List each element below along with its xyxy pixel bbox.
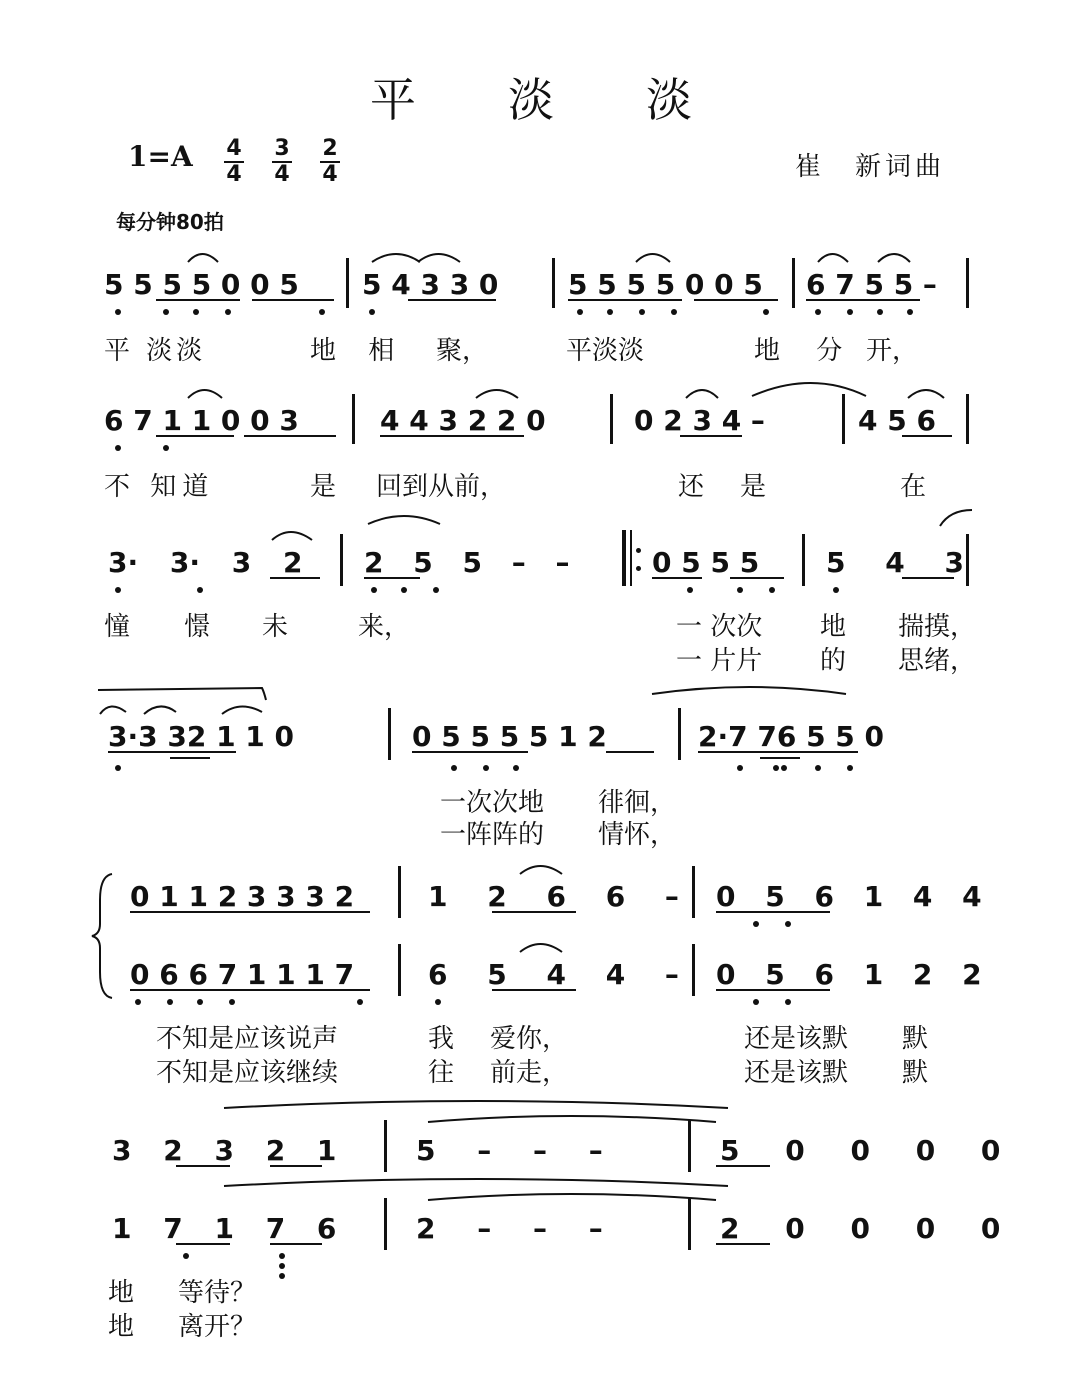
measure: 5 5 5 5 0 0 5 <box>568 268 763 301</box>
measure: 5 4 3 3 0 <box>362 268 499 301</box>
slur <box>908 390 944 398</box>
measure-lower: 0 5 6 1 2 2 <box>716 958 982 991</box>
slur <box>144 706 176 714</box>
lyric: 憧 <box>104 612 131 642</box>
slur <box>476 390 518 398</box>
tempo-marking: 每分钟80拍 <box>116 210 224 234</box>
slur <box>520 944 562 952</box>
lyric: 爱你， <box>490 1024 569 1054</box>
measure-upper: 5 – – – <box>416 1134 603 1167</box>
slur <box>272 532 312 540</box>
measure-lower: 2 0 0 0 0 <box>720 1212 1001 1245</box>
measure-upper: 0 1 1 2 3 3 3 2 <box>130 880 355 913</box>
time-num: 4 <box>226 136 242 161</box>
lyric: 往 <box>428 1058 455 1088</box>
lyric: 在 <box>900 472 927 502</box>
measure-lower: 6 5 4 4 – <box>428 958 679 991</box>
song-title: 平淡淡 <box>370 73 784 127</box>
lyric: 是 <box>310 472 337 502</box>
lyric: 一阵阵的 <box>440 820 545 850</box>
lyric: 我 <box>428 1024 455 1054</box>
slur <box>686 390 718 398</box>
time-den: 4 <box>226 162 242 187</box>
slur <box>368 516 440 524</box>
measure: 2·7 76 5 5 0 <box>698 720 885 753</box>
lyric: 一 片片 <box>676 646 763 676</box>
measure: 3· 3· 3 2 <box>108 546 303 579</box>
lyric: 开， <box>866 336 919 366</box>
measure-upper: 1 2 6 6 – <box>428 880 679 913</box>
slur <box>222 706 262 714</box>
measure: 2 5 5 – – <box>364 546 570 579</box>
lyric: 等待？ <box>178 1278 257 1308</box>
lyric: 不知是应该说声 <box>156 1024 339 1054</box>
time-den: 4 <box>322 162 338 187</box>
lyric: 地 <box>108 1278 135 1308</box>
slur <box>188 390 222 398</box>
lyric: 不知是应该继续 <box>156 1058 339 1088</box>
measure-upper: 3 2 3 2 1 <box>112 1134 337 1167</box>
lyric: 平淡淡 <box>566 336 645 366</box>
lyric: 憬 <box>184 612 211 642</box>
lyric: 地 <box>820 612 847 642</box>
slur <box>652 687 846 694</box>
measure: 5 4 3 <box>826 546 964 579</box>
lyric: 聚， <box>436 336 489 366</box>
time-den: 4 <box>274 162 290 187</box>
slur <box>372 254 420 262</box>
lyric: 回到从前， <box>376 472 507 502</box>
lyric: 来， <box>358 612 411 642</box>
composer-credit: 崔 新词曲 <box>795 152 946 182</box>
lyric: 情怀， <box>598 820 677 850</box>
slur <box>752 383 866 396</box>
lyric: 是 <box>740 472 767 502</box>
measure: 6 7 1 1 0 0 3 <box>104 404 299 437</box>
key-signature: 1=A <box>128 140 193 173</box>
measure: 0 5 5 5 <box>652 546 760 579</box>
measure: 3·3 32 1 1 0 <box>108 720 295 753</box>
lyric: 一次次地 <box>440 788 545 818</box>
measure: 4 4 3 2 2 0 <box>380 404 546 437</box>
lyric: 还是该默 <box>744 1024 849 1054</box>
brace <box>92 874 112 998</box>
measure: 5 5 5 5 0 0 5 <box>104 268 299 301</box>
measure: 0 2 3 4 – <box>634 404 765 437</box>
lyric: 思绪， <box>898 646 977 676</box>
time-num: 3 <box>274 136 290 161</box>
slur <box>520 866 562 874</box>
measure: 4 5 6 <box>858 404 936 437</box>
lyric: 的 <box>820 646 847 676</box>
lyric: 不 知道 <box>104 472 215 502</box>
slur <box>428 1194 716 1200</box>
slur <box>98 688 266 700</box>
slur <box>818 254 848 262</box>
slur <box>636 254 670 262</box>
slur <box>940 510 972 526</box>
lyric: 地 相 <box>310 336 407 366</box>
lyric: 默 <box>902 1024 929 1054</box>
measure-lower: 0 6 6 7 1 1 1 7 <box>130 958 355 991</box>
measure-lower: 2 – – – <box>416 1212 603 1245</box>
slur <box>100 706 126 714</box>
slur <box>224 1179 728 1186</box>
lyric: 一 次次 <box>676 612 763 642</box>
measure-upper: 0 5 6 1 4 4 <box>716 880 982 913</box>
slur <box>418 254 460 262</box>
slur <box>428 1116 716 1122</box>
lyric: 还是该默 <box>744 1058 849 1088</box>
measure: 0 5 5 5 5 1 2 <box>412 720 607 753</box>
lyric: 地 分 <box>754 336 857 366</box>
lyric: 徘徊， <box>598 788 677 818</box>
lyric: 揣摸， <box>898 612 977 642</box>
lyric: 默 <box>902 1058 929 1088</box>
time-num: 2 <box>322 136 338 161</box>
slur <box>878 254 910 262</box>
lyric: 还 <box>678 472 705 502</box>
lyric: 平 淡淡 <box>104 336 207 366</box>
lyric: 未 <box>262 612 289 642</box>
measure: 6 7 5 5 – <box>806 268 937 301</box>
lyric: 前走， <box>490 1058 569 1088</box>
lyric: 离开？ <box>178 1312 257 1342</box>
measure-lower: 1 7 1 7 6 <box>112 1212 337 1245</box>
lyric: 地 <box>108 1312 135 1342</box>
slur <box>188 254 218 262</box>
measure-upper: 5 0 0 0 0 <box>720 1134 1001 1167</box>
slur <box>224 1101 728 1108</box>
